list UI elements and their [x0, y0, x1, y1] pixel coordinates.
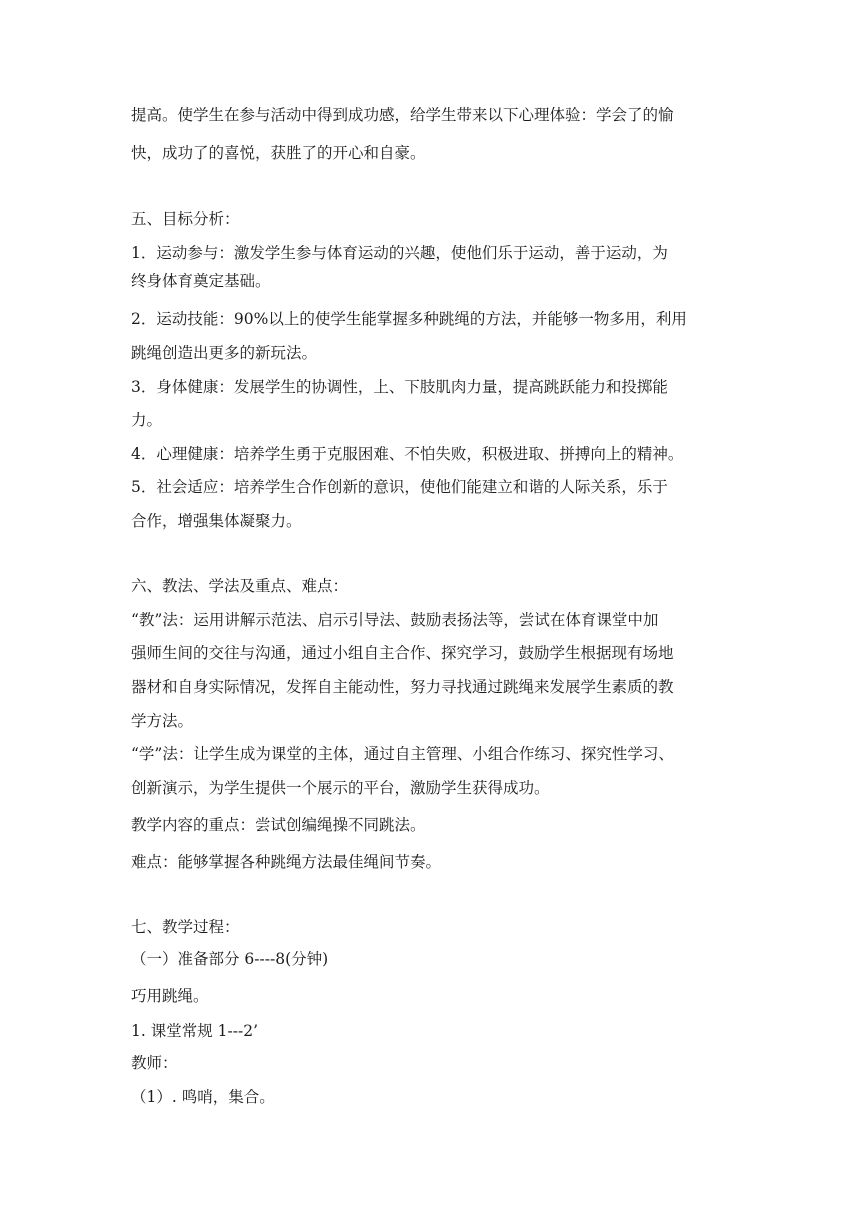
text-line: 力。 — [131, 411, 163, 429]
text-line: 跳绳创造出更多的新玩法。 — [131, 344, 318, 362]
text-line: 强师生间的交往与沟通，通过小组自主合作、探究学习，鼓励学生根据现有场地 — [131, 644, 674, 662]
text-line: （一）准备部分 6----8(分钟) — [131, 950, 329, 968]
text-line: “教”法：运用讲解示范法、启示引导法、鼓励表扬法等，尝试在体育课堂中加 — [131, 611, 659, 629]
text-line: 1. 课堂常规 1---2’ — [131, 1022, 259, 1040]
text-line: 巧用跳绳。 — [131, 987, 209, 1005]
text-line: 创新演示，为学生提供一个展示的平台，激励学生获得成功。 — [131, 779, 550, 797]
text-line: （1）. 鸣哨，集合。 — [131, 1088, 275, 1106]
text-line: 4．心理健康：培养学生勇于克服困难、不怕失败，积极进取、拼搏向上的精神。 — [131, 445, 684, 463]
section-heading: 七、教学过程： — [131, 918, 240, 936]
text-line: “学”法：让学生成为课堂的主体，通过自主管理、小组合作练习、探究性学习、 — [131, 745, 674, 763]
text-line: 5．社会适应：培养学生合作创新的意识，使他们能建立和谐的人际关系，乐于 — [131, 478, 668, 496]
text-line: 快，成功了的喜悦，获胜了的开心和自豪。 — [131, 144, 426, 162]
text-line: 教学内容的重点：尝试创编绳操不同跳法。 — [131, 816, 426, 834]
section-heading: 五、目标分析： — [131, 210, 240, 228]
text-line: 1．运动参与：激发学生参与体育运动的兴趣，使他们乐于运动，善于运动，为 — [131, 244, 668, 262]
text-line: 器材和自身实际情况，发挥自主能动性，努力寻找通过跳绳来发展学生素质的教 — [131, 678, 674, 696]
text-line: 学方法。 — [131, 712, 194, 730]
text-line: 难点：能够掌握各种跳绳方法最佳绳间节奏。 — [131, 853, 442, 871]
text-line: 教师： — [131, 1054, 178, 1072]
text-line: 终身体育奠定基础。 — [131, 272, 271, 290]
section-heading: 六、教法、学法及重点、难点： — [131, 577, 349, 595]
text-line: 合作，增强集体凝聚力。 — [131, 512, 302, 530]
text-line: 提高。使学生在参与活动中得到成功感，给学生带来以下心理体验：学会了的愉 — [131, 106, 674, 124]
text-line: 2．运动技能：90%以上的使学生能掌握多种跳绳的方法，并能够一物多用，利用 — [131, 310, 687, 328]
text-line: 3．身体健康：发展学生的协调性，上、下肢肌肉力量，提高跳跃能力和投掷能 — [131, 378, 668, 396]
